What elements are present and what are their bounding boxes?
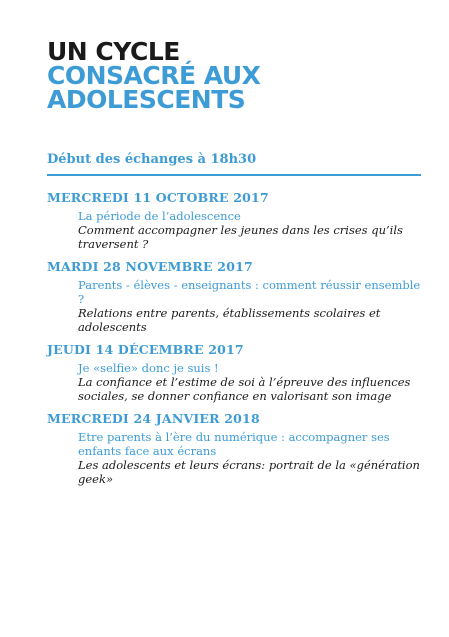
headline-line-3: ADOLESCENTS (47, 85, 246, 114)
session-date: MERCREDI 24 JANVIER 2018 (47, 411, 260, 426)
session-list (47, 189, 427, 493)
session-item (47, 410, 427, 486)
headline-line-1: UN CYCLE (47, 37, 180, 66)
session-title: La période de l’adolescence (78, 209, 241, 223)
session-subtitle: Comment accompagner les jeunes dans les crises qu’ils traversent ? (78, 223, 403, 251)
intro-text: Début des échanges à 18h30 (47, 152, 257, 167)
headline-line-2: CONSACRÉ AUX (47, 61, 261, 90)
session-item (47, 341, 427, 403)
session-title: Parents - élèves - enseignants : comment réussir ensemble ? (78, 278, 421, 306)
session-date: MERCREDI 11 OCTOBRE 2017 (47, 190, 269, 205)
session-title: Je «selfie» donc je suis ! (78, 361, 219, 375)
headline (47, 37, 261, 114)
session-title: Etre parents à l’ère du numérique : accompagner ses enfants face aux écrans (78, 430, 390, 458)
session-item (47, 189, 427, 251)
session-item (47, 258, 427, 334)
divider (47, 174, 421, 176)
session-subtitle: La confiance et l’estime de soi à l’épreuve des influences sociales, se donner confiance en valorisant son image (78, 375, 411, 403)
session-subtitle: Les adolescents et leurs écrans: portrait de la «génération geek» (78, 458, 420, 486)
session-date: JEUDI 14 DÉCEMBRE 2017 (47, 342, 244, 357)
session-subtitle: Relations entre parents, établissements scolaires et adolescents (78, 306, 381, 334)
session-date: MARDI 28 NOVEMBRE 2017 (47, 259, 253, 274)
